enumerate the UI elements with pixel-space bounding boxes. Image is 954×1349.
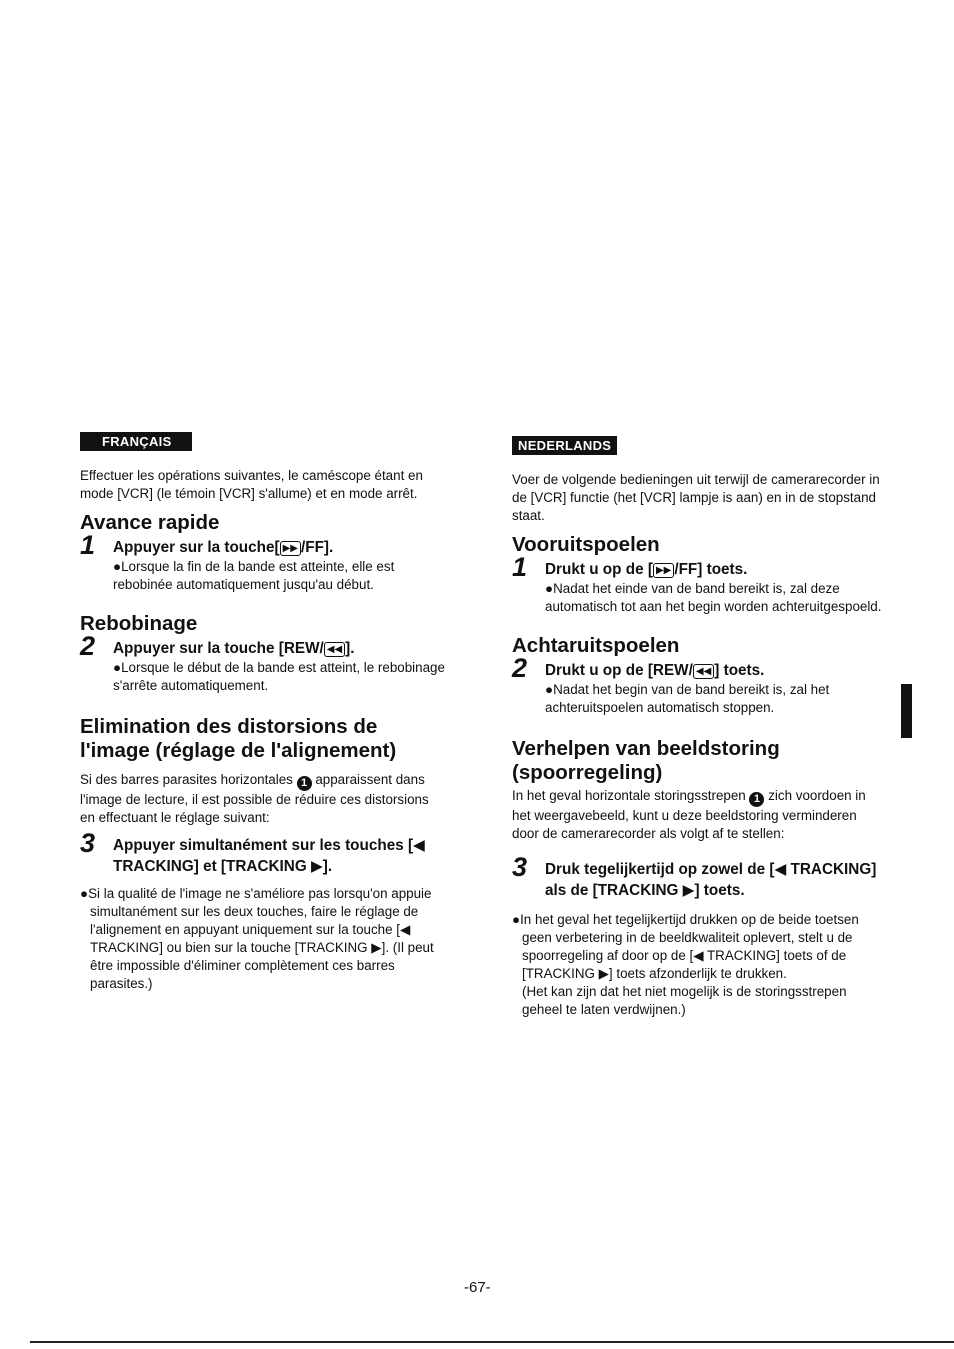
verhelpen-note-2: (Het kan zijn dat het niet mogelijk is de storingsstrepen geheel te laten verdwijnen.) bbox=[522, 984, 847, 1017]
heading-elimination: Elimination des distorsions de l'image (réglage de l'alignement) bbox=[80, 715, 397, 762]
heading-achteruitspoelen: Achtaruitspoelen bbox=[512, 634, 680, 657]
page-number: -67- bbox=[464, 1279, 491, 1296]
step-title: Drukt u op de [ ▶▶ /FF] toets. bbox=[545, 561, 748, 578]
step-note: ●Nadat het einde van de band bereikt is, zal deze automatisch tot aan het begin worden achteruitgespoeld. bbox=[545, 581, 882, 614]
step-title: Druk tegelijkertijd op zowel de [◀ TRACKING] als de [TRACKING ▶] toets. bbox=[545, 861, 877, 899]
step-3-nl bbox=[512, 852, 882, 901]
step-number: 2 bbox=[512, 653, 528, 683]
heading-vooruitspoelen: Vooruitspoelen bbox=[512, 533, 660, 556]
step-title: Appuyer simultanément sur les touches [◀ TRACKING] et [TRACKING ▶]. bbox=[113, 837, 425, 875]
dutch-intro: Voer de volgende bedieningen uit terwijl de camerarecorder in de [VCR] functie (het [VCR] lampje is aan) en in de stopstand staat. bbox=[512, 472, 880, 523]
step-number: 1 bbox=[80, 530, 96, 560]
step-1-nl bbox=[512, 552, 882, 616]
heading-rebobinage: Rebobinage bbox=[80, 612, 198, 635]
marker-1-icon: 1 bbox=[297, 776, 312, 791]
language-label-dutch: NEDERLANDS bbox=[512, 436, 617, 455]
language-label-french: FRANÇAIS bbox=[80, 432, 192, 451]
step-note: ●Lorsque le début de la bande est atteint, le rebobinage s'arrête automatiquement. bbox=[113, 660, 445, 693]
fast-forward-key-icon: ▶▶ bbox=[280, 541, 301, 556]
dutch-column bbox=[512, 436, 882, 1019]
rewind-key-icon: ◀◀ bbox=[693, 664, 714, 679]
step-title: Drukt u op de [REW/ ◀◀ ] toets. bbox=[545, 662, 765, 679]
elimination-note: ●Si la qualité de l'image ne s'améliore pas lorsqu'on appuie simultanément sur les deux touches, faire le réglage de l'alignement en appuyant uniquement sur la touche [◀ TRACKING] ou bien sur la touche [TRACKING ▶]. (Il peut être impossible d'éliminer complètement ces barres parasites.) bbox=[80, 886, 434, 991]
heading-verhelpen: Verhelpen van beeldstoring (spoorregeling) bbox=[512, 737, 780, 784]
french-column bbox=[80, 432, 446, 993]
bottom-divider bbox=[30, 1341, 954, 1343]
rewind-key-icon: ◀◀ bbox=[324, 642, 345, 657]
step-1-fr bbox=[80, 530, 446, 594]
step-number: 3 bbox=[512, 852, 528, 882]
step-number: 1 bbox=[512, 552, 528, 582]
step-2-nl bbox=[512, 653, 882, 717]
fast-forward-key-icon: ▶▶ bbox=[653, 563, 674, 578]
marker-1-icon: 1 bbox=[749, 792, 764, 807]
step-title: Appuyer sur la touche [REW/ ◀◀ ]. bbox=[113, 640, 355, 657]
step-note: ●Lorsque la fin de la bande est atteinte, elle est rebobinée automatiquement jusqu'au début. bbox=[113, 559, 395, 592]
step-title: Appuyer sur la touche[ ▶▶ /FF]. bbox=[113, 539, 334, 556]
section-marker-bar bbox=[901, 684, 912, 738]
verhelpen-intro: In het geval horizontale storingsstrepen 1 zich voordoen in het weergavebeeld, kunt u deze beeldstoring verminderen door de camerarecorder als volgt af te stellen: bbox=[512, 788, 866, 841]
step-number: 3 bbox=[80, 828, 96, 858]
step-note: ●Nadat het begin van de band bereikt is, zal het achteruitspoelen automatisch stoppen. bbox=[545, 682, 830, 715]
step-2-fr bbox=[80, 631, 446, 695]
elimination-intro: Si des barres parasites horizontales 1 apparaissent dans l'image de lecture, il est possible de réduire ces distorsions en effectuant le réglage suivant: bbox=[80, 772, 429, 825]
french-intro: Effectuer les opérations suivantes, le caméscope étant en mode [VCR] (le témoin [VCR] s'allume) et en mode arrêt. bbox=[80, 468, 423, 501]
step-number: 2 bbox=[80, 631, 96, 661]
step-3-fr bbox=[80, 828, 446, 877]
heading-avance-rapide: Avance rapide bbox=[80, 511, 220, 534]
verhelpen-note: ●In het geval het tegelijkertijd drukken op de beide toetsen geen verbetering in de beeldkwaliteit oplevert, stelt u de spoorregeling af door op de [◀ TRACKING] toets of de [TRACKING ▶] toets afzonderlijk te drukken. bbox=[512, 912, 859, 981]
